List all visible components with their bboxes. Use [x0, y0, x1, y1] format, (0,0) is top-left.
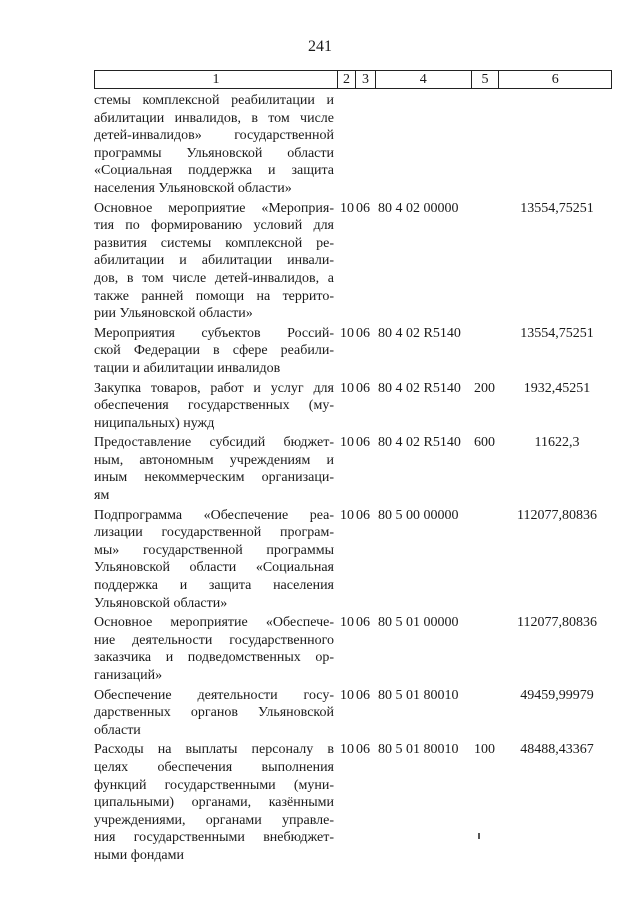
- section-code: 10: [340, 200, 354, 216]
- section-code: 10: [340, 687, 354, 703]
- description-line: ципальными) органами, казёнными: [94, 795, 334, 811]
- row-description: [94, 507, 334, 613]
- description-line: Расходы на выплаты персоналу в: [94, 742, 334, 758]
- amount: 13554,75251: [520, 200, 594, 216]
- description-line: Ульяновской области»: [94, 595, 228, 611]
- table-row: [94, 507, 612, 613]
- expense-type-code: [474, 507, 502, 613]
- subsection-code: 06: [356, 687, 370, 703]
- scan-mark: [478, 833, 480, 839]
- section-code: 10: [340, 435, 354, 451]
- description-line: поддержка и защита населения: [94, 578, 334, 594]
- row-description: [94, 325, 334, 378]
- description-line: Подпрограмма «Обеспечение реа-: [94, 507, 334, 523]
- description-line: ской Федерации в сфере реабили-: [94, 343, 334, 359]
- table-row: [94, 687, 612, 740]
- table-row: [94, 434, 612, 504]
- header-col-1: 1: [95, 71, 338, 88]
- subsection-code: 06: [356, 380, 370, 396]
- subsection-code: [356, 92, 378, 198]
- description-line: населения Ульяновской области»: [94, 180, 292, 196]
- target-article-code: 80 4 02 R5140: [378, 325, 461, 341]
- amount: 1932,45251: [523, 380, 591, 396]
- header-col-6: 6: [551, 71, 559, 87]
- description-line: целях обеспечения выполнения: [94, 759, 334, 775]
- description-line: тия по формированию условий для: [94, 218, 334, 234]
- expense-type-code: 200: [474, 380, 495, 396]
- description-line: иным некоммерческим организаци-: [94, 470, 334, 486]
- row-description: [94, 434, 334, 504]
- target-article-code: 80 5 01 80010: [378, 687, 459, 703]
- description-line: Ульяновской области «Социальная: [94, 560, 334, 576]
- expense-type-code: [474, 614, 502, 684]
- target-article-code: 80 4 02 00000: [378, 200, 459, 216]
- description-line: рии Ульяновской области»: [94, 306, 253, 322]
- section-code: 10: [340, 742, 354, 758]
- description-line: программы Ульяновской области: [94, 145, 334, 161]
- description-line: ям: [94, 488, 110, 504]
- amount: 11622,3: [534, 435, 580, 451]
- row-description: [94, 687, 334, 740]
- table-row: [94, 614, 612, 684]
- description-line: лизации государственной програм-: [94, 525, 334, 541]
- expense-type-code: [474, 92, 502, 198]
- description-line: развития системы комплексной ре-: [94, 235, 334, 251]
- description-line: тации и абилитации инвалидов: [94, 360, 281, 376]
- page-number: 241: [308, 38, 332, 55]
- section-code: 10: [340, 325, 354, 341]
- table-row: [94, 92, 612, 198]
- description-line: Мероприятия субъектов Россий-: [94, 325, 334, 341]
- expense-type-code: 100: [474, 742, 495, 758]
- row-description: [94, 614, 334, 684]
- description-line: абилитации инвалидов, в том числе: [94, 110, 334, 126]
- description-line: области: [94, 722, 141, 738]
- expense-type-code: [474, 325, 502, 378]
- table-header: [94, 70, 612, 89]
- row-description: [94, 380, 334, 433]
- description-line: абилитации и абилитации инвали-: [94, 253, 334, 269]
- description-line: ния государственными внебюджет-: [94, 830, 334, 846]
- description-line: стемы комплексной реабилитации и: [94, 93, 334, 108]
- target-article-code: 80 5 01 80010: [378, 742, 459, 758]
- section-code: 10: [340, 615, 354, 631]
- table-row: [94, 380, 612, 433]
- section-code: 10: [340, 507, 354, 523]
- amount: 112077,80836: [517, 507, 597, 523]
- expense-type-code: 600: [474, 435, 495, 451]
- expense-type-code: [474, 687, 502, 740]
- subsection-code: 06: [356, 200, 370, 216]
- subsection-code: 06: [356, 435, 370, 451]
- section-code: [334, 92, 356, 198]
- target-article-code: 80 4 02 R5140: [378, 380, 461, 396]
- description-line: дарственных органов Ульяновской: [94, 705, 334, 721]
- description-line: также ранней помощи на террито-: [94, 288, 334, 304]
- description-line: дов, в том числе детей-инвалидов, а: [94, 270, 334, 286]
- table-row: [94, 200, 612, 323]
- target-article-code: 80 4 02 R5140: [378, 435, 461, 451]
- description-line: Закупка товаров, работ и услуг для: [94, 380, 334, 396]
- table-body: [94, 92, 612, 867]
- description-line: ние деятельности государственного: [94, 632, 334, 648]
- amount: 49459,99979: [520, 687, 594, 703]
- amount: 48488,43367: [520, 742, 594, 758]
- description-line: заказчика и подведомственных ор-: [94, 650, 334, 666]
- header-col-2: 2: [338, 71, 356, 88]
- subsection-code: 06: [356, 615, 370, 631]
- row-description: [94, 741, 334, 864]
- header-col-3: 3: [356, 71, 376, 88]
- description-line: Предоставление субсидий бюджет-: [94, 435, 334, 451]
- target-article-code: 80 5 00 00000: [378, 507, 459, 523]
- expense-type-code: [474, 200, 502, 323]
- description-line: Основное мероприятие «Обеспече-: [94, 615, 334, 631]
- target-article-code: [378, 92, 474, 198]
- amount: 112077,80836: [517, 615, 597, 631]
- description-line: функций государственными (муни-: [94, 777, 334, 793]
- subsection-code: 06: [356, 325, 370, 341]
- target-article-code: 80 5 01 00000: [378, 615, 459, 631]
- description-line: ниципальных) нужд: [94, 415, 215, 431]
- amount: 13554,75251: [520, 325, 594, 341]
- description-line: обеспечения государственных (му-: [94, 398, 334, 414]
- subsection-code: 06: [356, 742, 370, 758]
- description-line: мы» государственной программы: [94, 542, 334, 558]
- table-row: [94, 325, 612, 378]
- row-description: [94, 200, 334, 323]
- header-col-4: 4: [376, 71, 472, 88]
- description-line: детей-инвалидов» государственной: [94, 128, 334, 144]
- description-line: Обеспечение деятельности госу-: [94, 687, 334, 703]
- description-line: «Социальная поддержка и защита: [94, 163, 334, 179]
- amount: [502, 92, 612, 198]
- header-col-5: 5: [472, 71, 500, 88]
- description-line: ным, автономным учреждениям и: [94, 452, 334, 468]
- subsection-code: 06: [356, 507, 370, 523]
- description-line: ганизаций»: [94, 668, 163, 683]
- section-code: 10: [340, 380, 354, 396]
- table-row: [94, 741, 612, 864]
- row-description: [94, 92, 334, 198]
- description-line: Основное мероприятие «Мероприя-: [94, 200, 334, 216]
- description-line: учреждениями, органами управле-: [94, 812, 334, 828]
- description-line: ными фондами: [94, 847, 185, 863]
